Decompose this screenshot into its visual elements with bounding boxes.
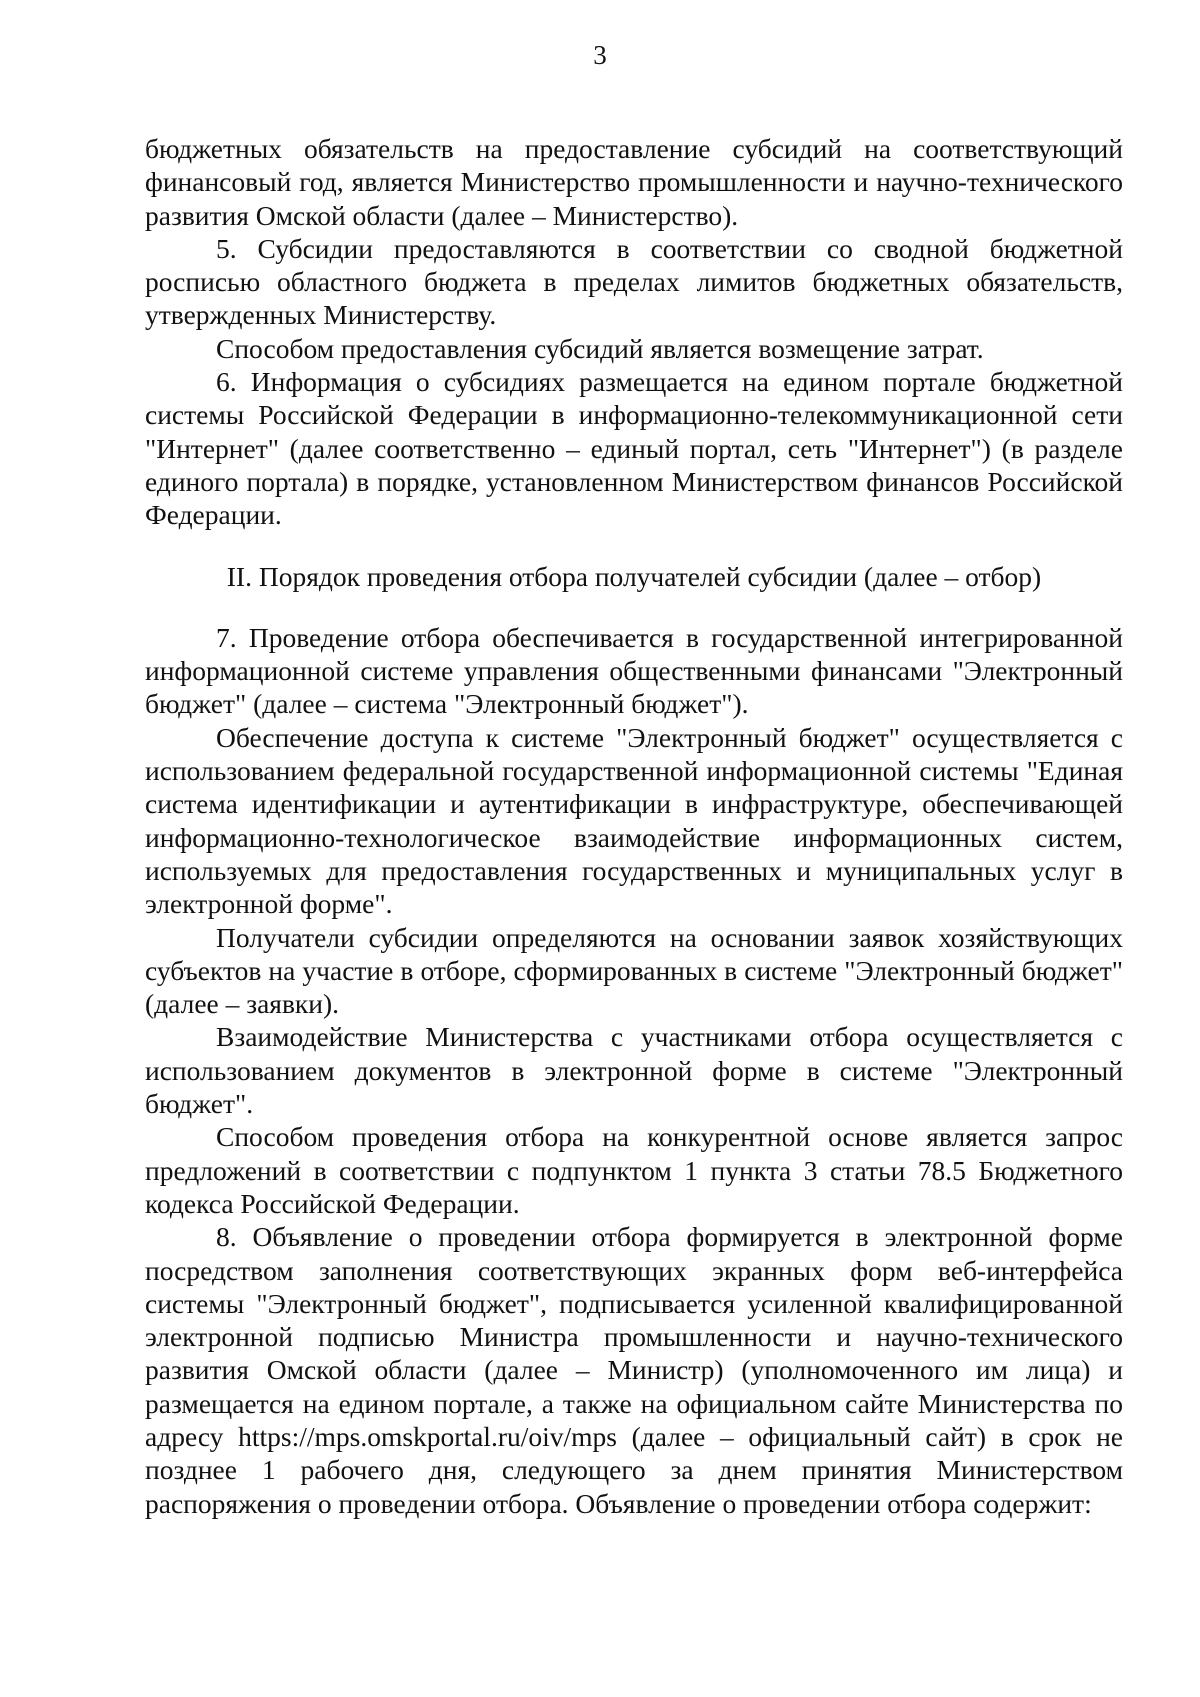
page-number: 3: [593, 40, 607, 70]
section-heading: II. Порядок проведения отбора получателей субсидии (далее – отбор): [226, 560, 1042, 592]
paragraph-method: Способом предоставления субсидий является возмещение затрат.: [216, 332, 984, 364]
paragraph-access: Обеспечение доступа к системе "Электронный бюджет" осуществляется с использованием федеральной государственной информационной системы "Единая система идентификации и аутентификации в инфраструктуре, обеспечивающей информационно-технологическое взаимодействие информационных систем, используемых для предоставления государственных и муниципальных услуг в электронной форме".: [145, 721, 1123, 920]
paragraph-item-5: 5. Субсидии предоставляются в соответствии со сводной бюджетной росписью областного бюджета в пределах лимитов бюджетных обязательств, утвержденных Министерству.: [145, 232, 1123, 331]
paragraph-item-8: 8. Объявление о проведении отбора формируется в электронной форме посредством заполнения соответствующих экранных форм веб-интерфейса системы "Электронный бюджет", подписывается усиленной квалифицированной электронной подписью Министра промышленности и научно-технического развития Омской области (далее – Министр) (уполномоченного им лица) и размещается на едином портале, а также на официальном сайте Министерства по адресу https://mps.omskportal.ru/oiv/mps (далее – официальный сайт) в срок не позднее 1 рабочего дня, следующего за днем принятия Министерством распоряжения о проведении отбора. Объявление о проведении отбора содержит:: [145, 1221, 1123, 1519]
paragraph-continuation: бюджетных обязательств на предоставление субсидий на соответствующий финансовый год, является Министерство промышленности и научно-технического развития Омской области (далее – Министерство).: [145, 133, 1123, 231]
paragraph-item-7: 7. Проведение отбора обеспечивается в государственной интегрированной информационной системе управления общественными финансами "Электронный бюджет" (далее – система "Электронный бюджет").: [145, 621, 1123, 720]
paragraph-item-6: 6. Информация о субсидиях размещается на едином портале бюджетной системы Российской Федерации в информационно-телекоммуникационной сети "Интернет" (далее соответственно – единый портал, сеть "Интернет") (в разделе единого портала) в порядке, установленном Министерством финансов Российской Федерации.: [145, 366, 1123, 531]
paragraph-selection-method: Способом проведения отбора на конкурентной основе является запрос предложений в соответствии с подпунктом 1 пункта 3 статьи 78.5 Бюджетного кодекса Российской Федерации.: [145, 1121, 1123, 1219]
document-body: [145, 132, 1123, 1520]
spacer: [145, 593, 1123, 621]
spacer: [145, 532, 1123, 560]
paragraph-interaction: Взаимодействие Министерства с участниками отбора осуществляется с использованием документов в электронной форме в системе "Электронный бюджет".: [145, 1021, 1123, 1120]
paragraph-recipients: Получатели субсидии определяются на основании заявок хозяйствующих субъектов на участие в отборе, сформированных в системе "Электронный бюджет" (далее – заявки).: [145, 921, 1123, 1020]
